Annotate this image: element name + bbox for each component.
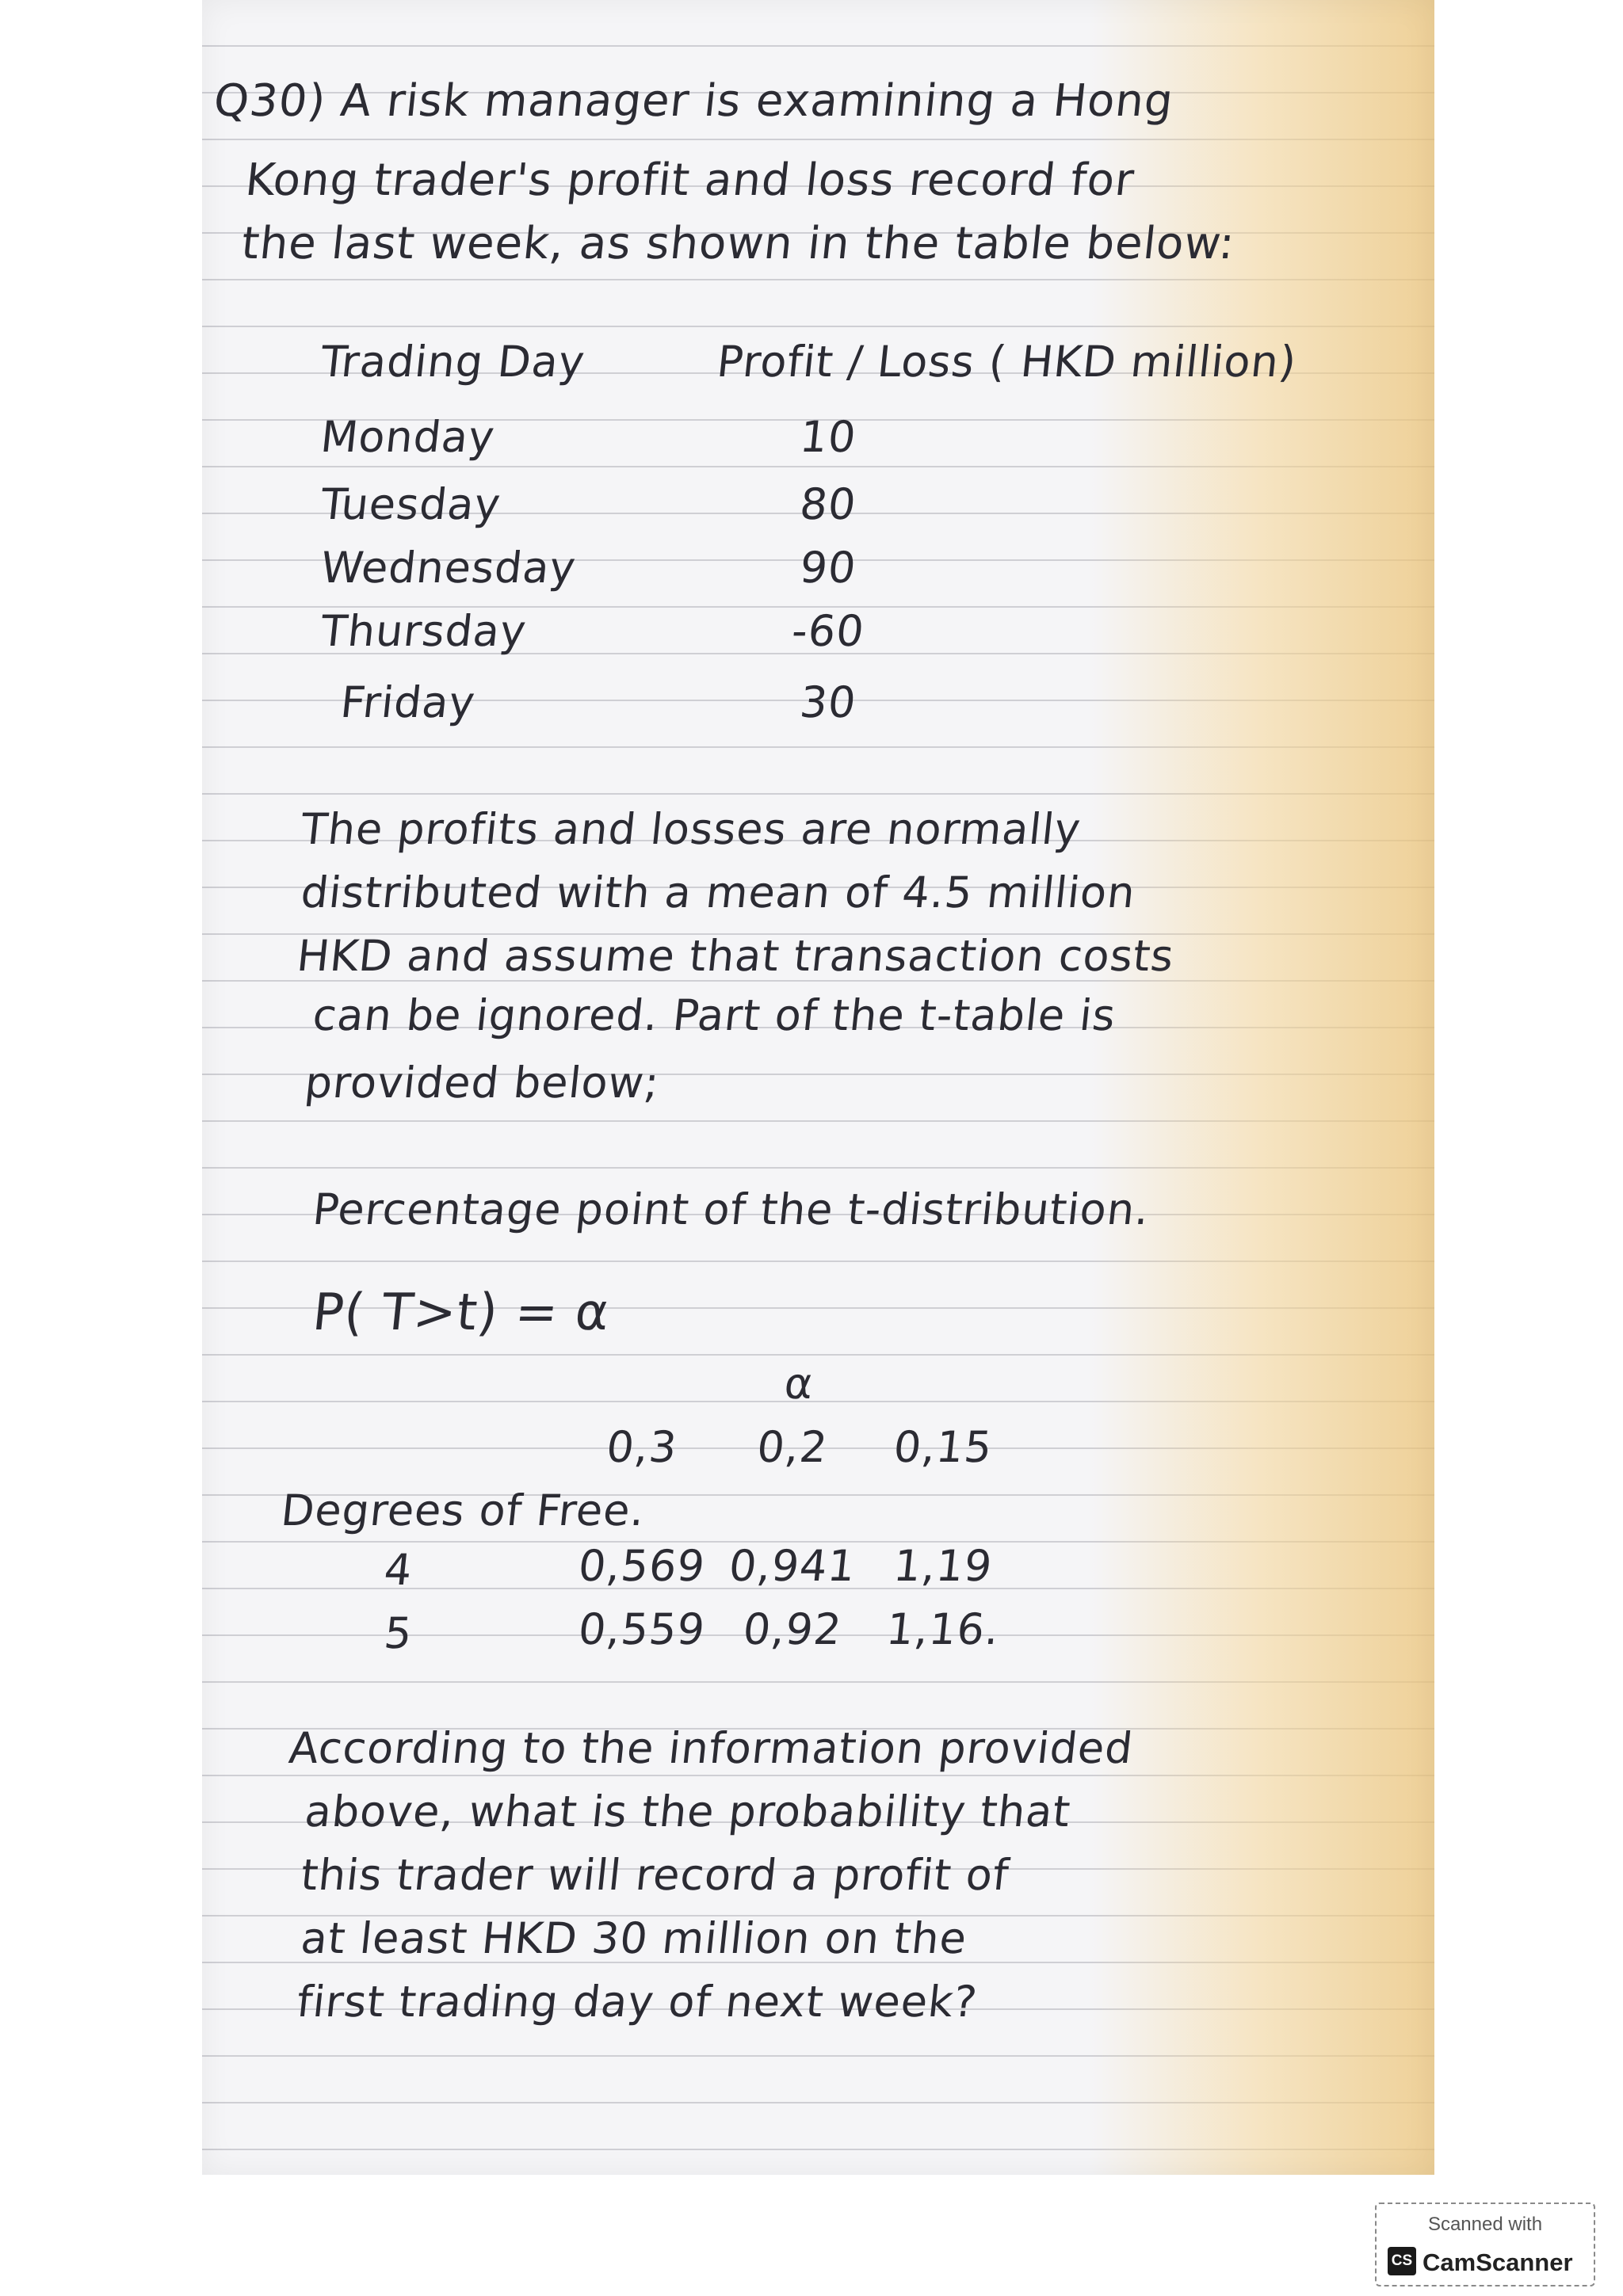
notebook-page bbox=[202, 0, 1434, 2175]
closing-line-1: According to the information provided bbox=[286, 1723, 1136, 1773]
t-value: 0,941 bbox=[726, 1541, 859, 1591]
closing-line-2: above, what is the probability that bbox=[302, 1787, 1074, 1836]
paragraph-line-5: provided below; bbox=[302, 1058, 663, 1108]
pl-row-day: Wednesday bbox=[318, 543, 579, 593]
dof-value: 5 bbox=[381, 1608, 415, 1658]
pl-header-day: Trading Day bbox=[318, 337, 588, 387]
paragraph-line-2: distributed with a mean of 4.5 million bbox=[298, 868, 1138, 917]
paragraph-line-1: The profits and losses are normally bbox=[298, 804, 1084, 854]
question-line-1: Q30) A risk manager is examining a Hong bbox=[211, 75, 1177, 127]
t-value: 1,19 bbox=[891, 1541, 995, 1591]
pl-row-day: Friday bbox=[338, 677, 479, 727]
closing-line-5: first trading day of next week? bbox=[294, 1977, 980, 2027]
camscanner-logo-icon: CS bbox=[1388, 2247, 1416, 2275]
question-line-3: the last week, as shown in the table below: bbox=[239, 218, 1238, 269]
pl-row-day: Tuesday bbox=[318, 479, 504, 529]
closing-line-4: at least HKD 30 million on the bbox=[298, 1913, 970, 1963]
dof-label: Degrees of Free. bbox=[278, 1486, 648, 1535]
pl-row-day: Monday bbox=[318, 412, 498, 462]
t-table-title: Percentage point of the t-distribution. bbox=[310, 1184, 1152, 1234]
t-value: 1,16. bbox=[884, 1604, 1002, 1654]
t-value: 0,92 bbox=[740, 1604, 845, 1654]
dof-value: 4 bbox=[381, 1545, 415, 1595]
pl-row-day: Thursday bbox=[318, 606, 529, 656]
t-table-formula: P( T>t) = α bbox=[310, 1283, 613, 1342]
pl-row-value: 90 bbox=[797, 543, 859, 593]
t-value: 0,569 bbox=[575, 1541, 708, 1591]
closing-line-3: this trader will record a profit of bbox=[298, 1850, 1012, 1900]
alpha-label: α bbox=[781, 1359, 816, 1409]
question-line-2: Kong trader's profit and loss record for bbox=[242, 154, 1137, 206]
pl-row-value: 30 bbox=[797, 677, 859, 727]
paragraph-line-3: HKD and assume that transaction costs bbox=[294, 931, 1177, 981]
paragraph-line-4: can be ignored. Part of the t-table is bbox=[310, 990, 1119, 1040]
camscanner-name: CamScanner bbox=[1423, 2248, 1573, 2276]
pl-header-value: Profit / Loss ( HKD million) bbox=[714, 337, 1300, 387]
camscanner-badge bbox=[1375, 2203, 1595, 2286]
t-value: 0,559 bbox=[575, 1604, 708, 1654]
scanned-with-caption: Scanned with bbox=[1427, 2214, 1543, 2235]
pl-row-value: 10 bbox=[797, 412, 859, 462]
pl-row-value: 80 bbox=[797, 479, 859, 529]
alpha-value: 0,15 bbox=[891, 1422, 995, 1472]
alpha-value: 0,3 bbox=[604, 1422, 680, 1472]
alpha-value: 0,2 bbox=[754, 1422, 831, 1472]
pl-row-value: -60 bbox=[789, 606, 867, 656]
